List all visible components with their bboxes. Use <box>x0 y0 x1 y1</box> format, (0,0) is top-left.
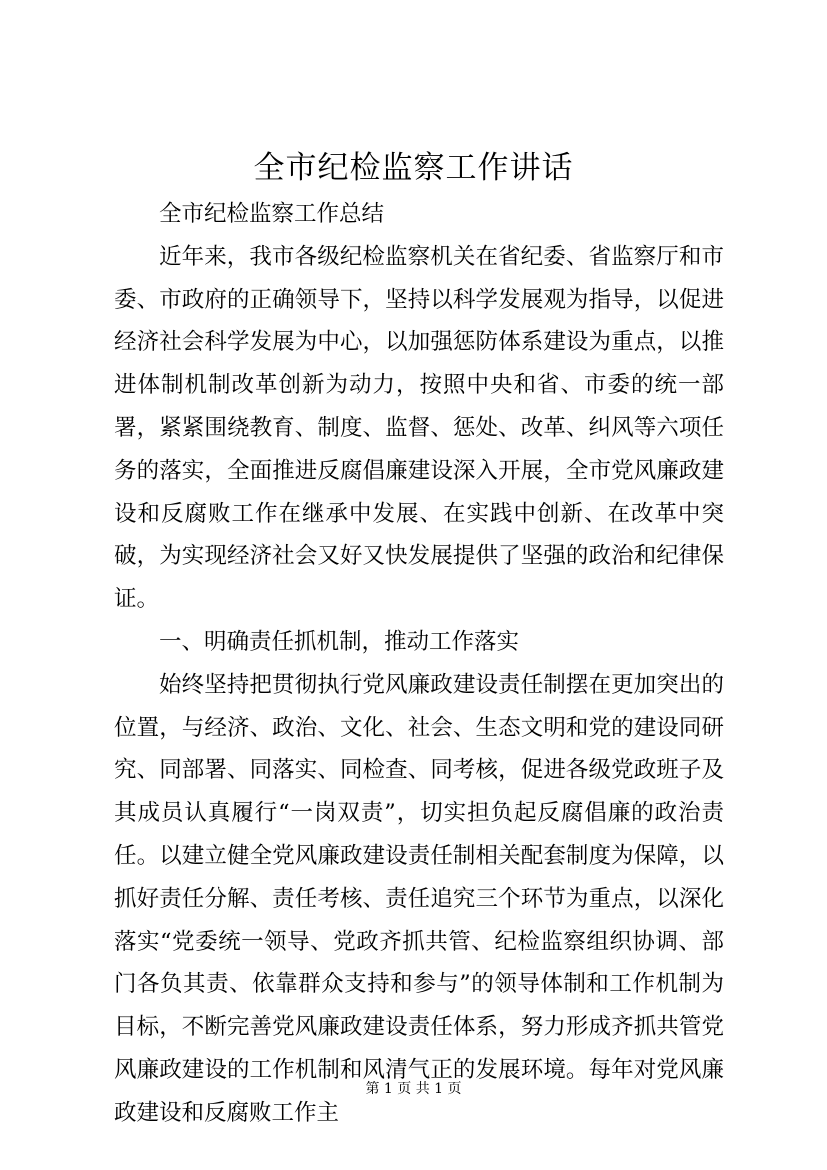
paragraph-intro: 近年来，我市各级纪检监察机关在省纪委、省监察厅和市委、市政府的正确领导下，坚持以科学发展观为指导，以促进经济社会科学发展为中心，以加强惩防体系建设为重点，以推进体制机制改革创新为动力，按照中央和省、市委的统一部署，紧紧围绕教育、制度、监督、惩处、改革、纠风等六项任务的落实，全面推进反腐倡廉建设深入开展，全市党风廉政建设和反腐败工作在继承中发展、在实践中创新、在改革中突破，为实现经济社会又好又快发展提供了坚强的政治和纪律保证。 <box>114 243 724 613</box>
page-footer: 第 1 页 共 1 页 <box>365 1081 462 1097</box>
document-body <box>114 193 724 1135</box>
document-title: 全市纪检监察工作讲话 <box>253 150 574 186</box>
paragraph-section-1: 始终坚持把贯彻执行党风廉政建设责任制摆在更加突出的位置，与经济、政治、文化、社会、生态文明和党的建设同研究、同部署、同落实、同检查、同考核，促进各级党政班子及其成员认真履行“一岗双责”，切实担负起反腐倡廉的政治责任。以建立健全党风廉政建设责任制相关配套制度为保障，以抓好责任分解、责任考核、责任追究三个环节为重点，以深化落实“党委统一领导、党政齐抓共管、纪检监察组织协调、部门各负其责、依靠群众支持和参与”的领导体制和工作机制为目标，不断完善党风廉政建设责任体系，努力形成齐抓共管党风廉政建设的工作机制和风清气正的发展环境。每年对党风廉政建设和反腐败工作主 <box>114 671 724 1126</box>
section-heading-1: 一、明确责任抓机制，推动工作落实 <box>159 628 520 655</box>
paragraph-subtitle: 全市纪检监察工作总结 <box>159 201 385 227</box>
